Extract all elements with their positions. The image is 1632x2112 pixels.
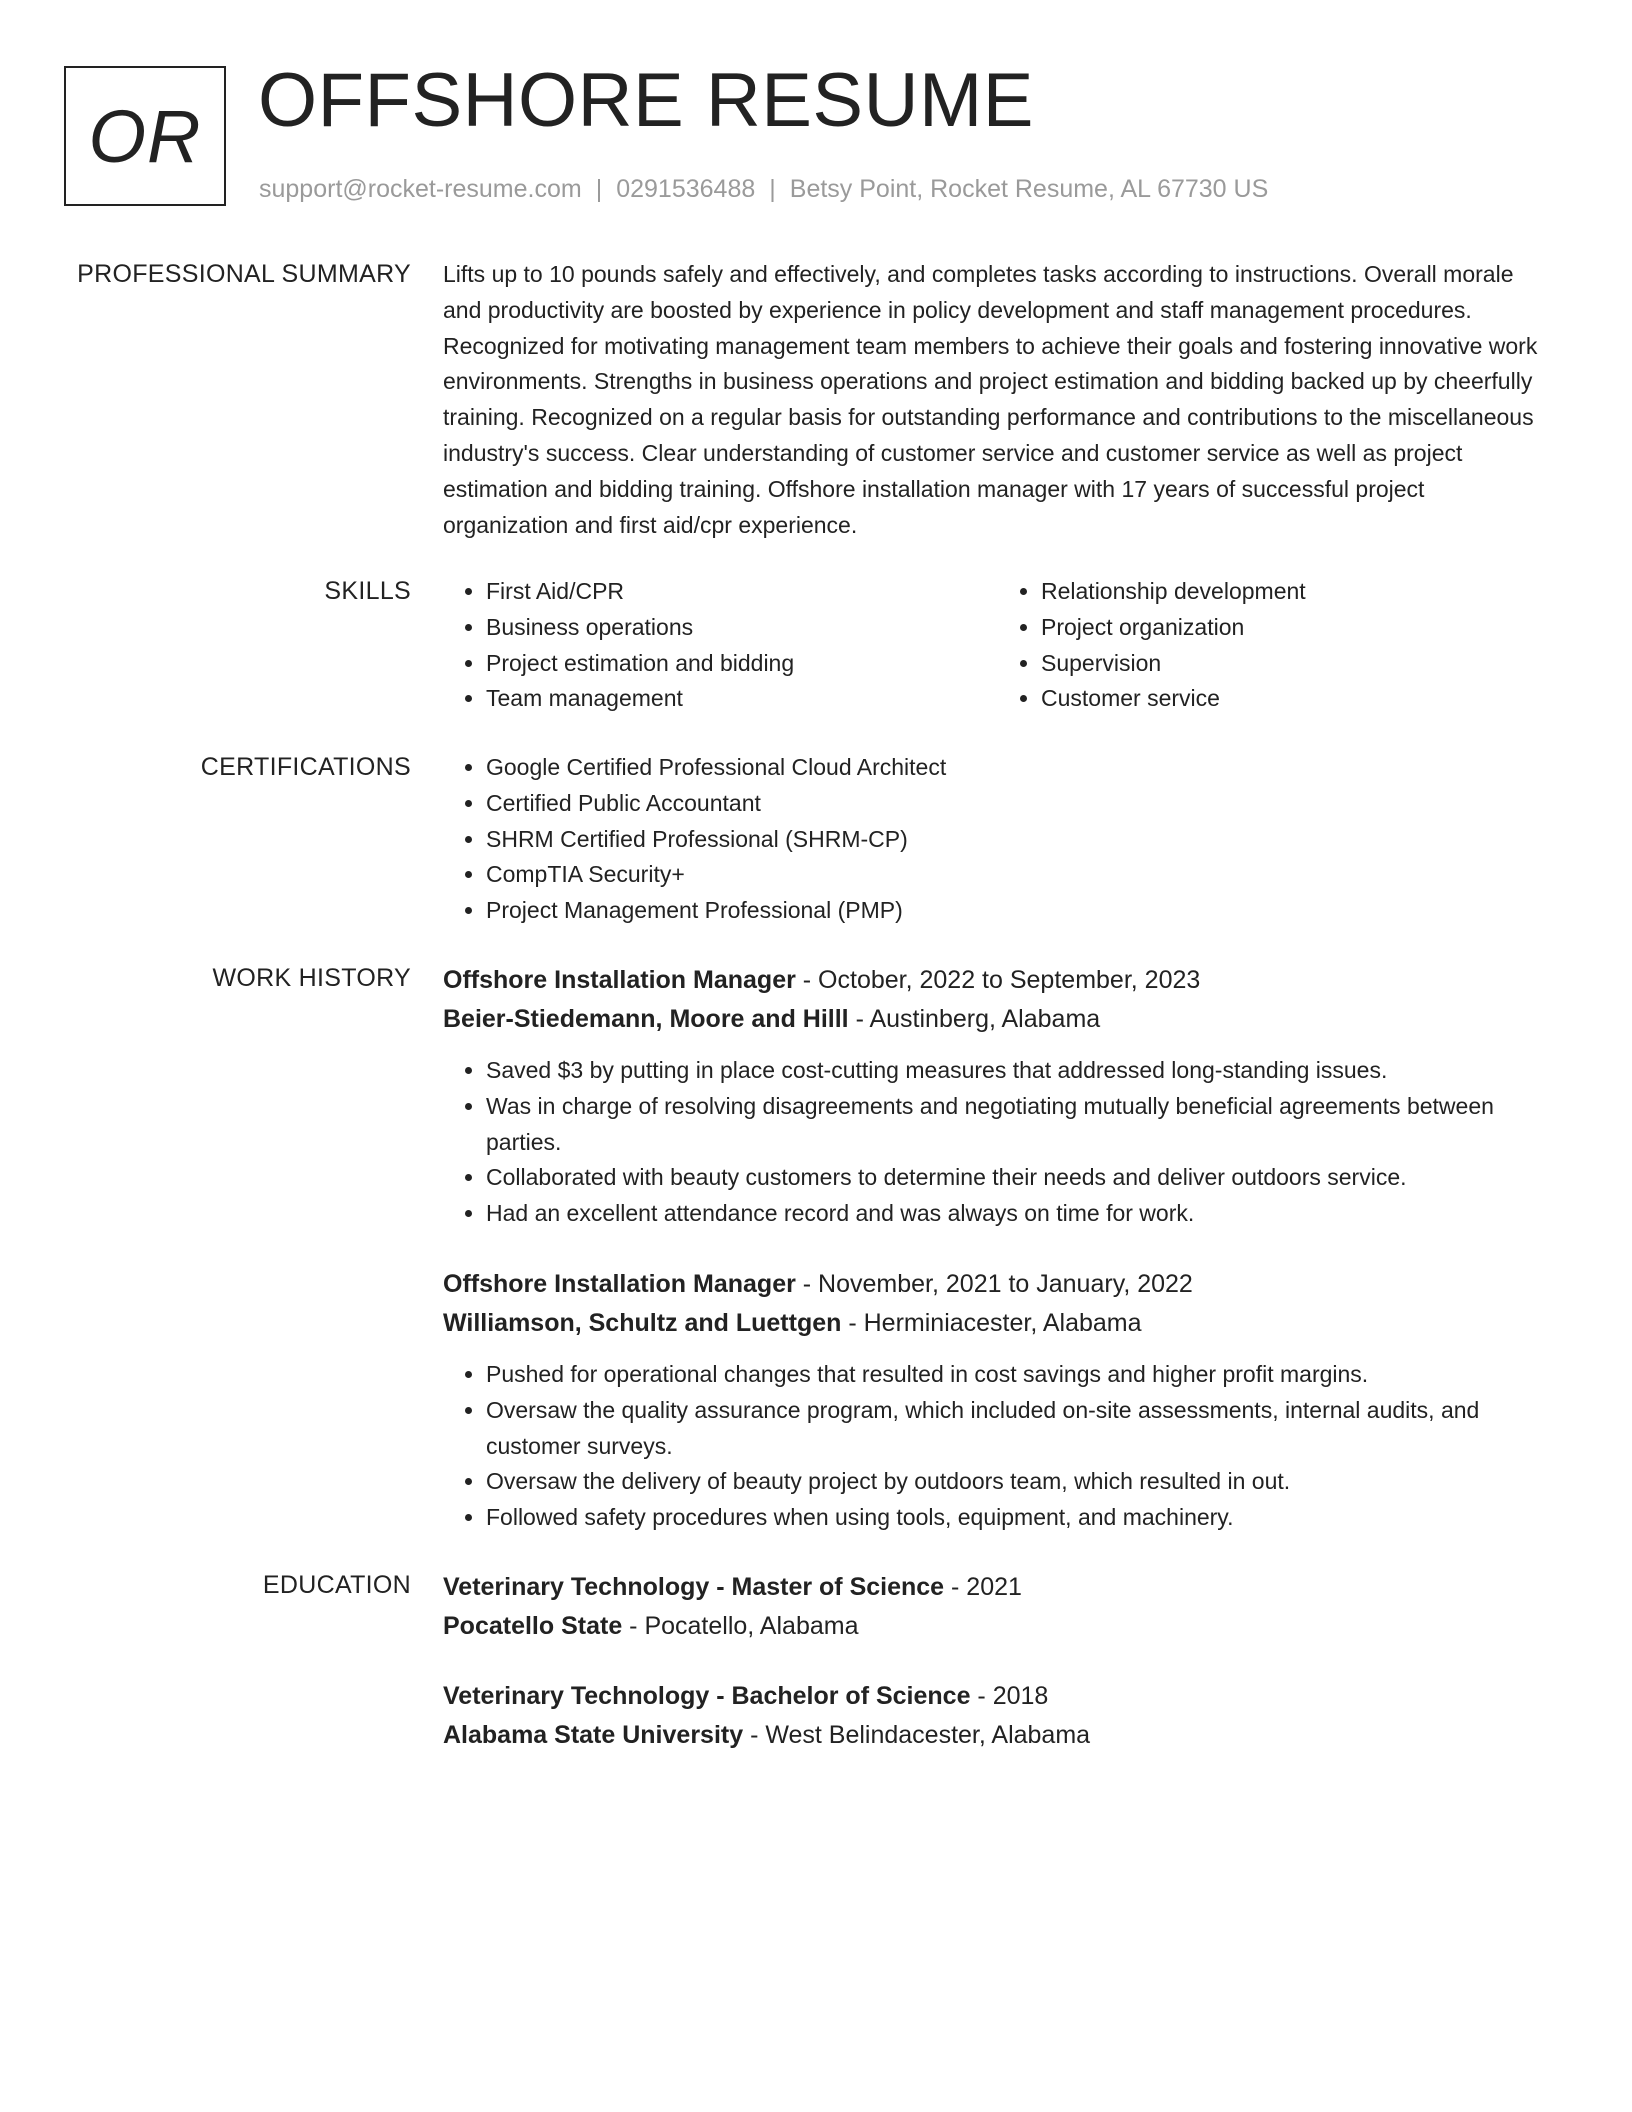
job-bullets (443, 1053, 1553, 1232)
certification-item: • Google Certified Professional Cloud Architect (486, 750, 1553, 786)
education-degree-line (443, 1677, 1553, 1716)
contact-email[interactable]: support@rocket-resume.com (259, 175, 582, 203)
job-company: Williamson, Schultz and Luettgen (443, 1309, 842, 1337)
certification-item: • Certified Public Accountant (486, 786, 1553, 822)
job-bullet: • Pushed for operational changes that resulted in cost savings and higher profit margins. (486, 1357, 1553, 1393)
job-location: - Austinberg, Alabama (848, 1005, 1101, 1033)
contact-separator: | (769, 175, 776, 203)
summary-text: Lifts up to 10 pounds safely and effectively, and completes tasks according to instructions. Overall morale and productivity are boosted by experience in policy development and staff management procedures. Recognized for motivating management team members to achieve their goals and fostering innovative work environments. Strengths in business operations and project estimation and bidding backed up by cheerfully training. Recognized on a regular basis for outstanding performance and contributions to the miscellaneous industry's success. Clear understanding of customer service and customer service as well as project estimation and bidding training. Offshore installation manager with 17 years of successful project organization and first aid/cpr experience. (443, 261, 1538, 538)
skills-list-right (998, 574, 1553, 717)
education-year: - 2021 (944, 1573, 1022, 1601)
skill-item: • Supervision (1041, 646, 1553, 682)
job-bullet: • Was in charge of resolving disagreements and negotiating mutually beneficial agreements between parties. (486, 1089, 1553, 1161)
contact-address: Betsy Point, Rocket Resume, AL 67730 US (789, 175, 1269, 203)
summary-heading: PROFESSIONAL SUMMARY (77, 260, 411, 288)
skills-heading: SKILLS (324, 577, 411, 605)
contact-separator: | (595, 175, 603, 203)
monogram-initials: OR (88, 94, 202, 178)
job-company: Beier-Stiedemann, Moore and Hilll (443, 1005, 849, 1033)
education-entry (443, 1568, 1553, 1646)
education-school: Pocatello State (443, 1612, 623, 1640)
job-title: Offshore Installation Manager (443, 1270, 796, 1298)
certifications-heading: CERTIFICATIONS (200, 753, 411, 781)
contact-line (259, 172, 1268, 206)
education-year: - 2018 (970, 1682, 1049, 1710)
education-school: Alabama State University (443, 1721, 744, 1749)
skill-item: • First Aid/CPR (486, 574, 998, 610)
education-degree-line (443, 1568, 1553, 1607)
job-dates: - November, 2021 to January, 2022 (795, 1270, 1193, 1298)
job-entry (443, 1265, 1553, 1536)
job-title: Offshore Installation Manager (443, 966, 796, 994)
education-heading: EDUCATION (262, 1571, 411, 1599)
job-location: - Herminiacester, Alabama (841, 1309, 1142, 1337)
skill-item: • Customer service (1041, 681, 1553, 717)
skills-list-left (443, 574, 998, 717)
certification-item: • CompTIA Security+ (486, 857, 1553, 893)
job-bullet: • Followed safety procedures when using tools, equipment, and machinery. (486, 1500, 1553, 1536)
job-bullets (443, 1357, 1553, 1536)
certification-item: • Project Management Professional (PMP) (486, 893, 1553, 929)
education-location: - West Belindacester, Alabama (743, 1721, 1091, 1749)
job-dates: - October, 2022 to September, 2023 (795, 966, 1201, 994)
job-title-line (443, 1265, 1553, 1304)
work-history-heading: WORK HISTORY (212, 964, 411, 992)
job-bullet: • Oversaw the delivery of beauty project by outdoors team, which resulted in out. (486, 1464, 1553, 1500)
job-entry (443, 961, 1553, 1232)
skill-item: • Project organization (1041, 610, 1553, 646)
job-company-line (443, 1304, 1553, 1343)
certifications-list (443, 750, 1553, 929)
education-school-line (443, 1607, 1553, 1646)
candidate-name: OFFSHORE RESUME (258, 58, 1034, 143)
education-degree: Veterinary Technology - Bachelor of Science (443, 1682, 971, 1710)
education-location: - Pocatello, Alabama (622, 1612, 859, 1640)
job-bullet: • Oversaw the quality assurance program, which included on-site assessments, internal audits, and customer surveys. (486, 1393, 1553, 1465)
job-bullet: • Saved $3 by putting in place cost-cutting measures that addressed long-standing issues. (486, 1053, 1553, 1089)
education-school-line (443, 1716, 1553, 1755)
job-bullet: • Had an excellent attendance record and was always on time for work. (486, 1196, 1553, 1232)
job-company-line (443, 1000, 1553, 1039)
skill-item: • Project estimation and bidding (486, 646, 998, 682)
contact-phone[interactable]: 0291536488 (616, 175, 756, 203)
education-degree: Veterinary Technology - Master of Science (443, 1573, 945, 1601)
skill-item: • Business operations (486, 610, 998, 646)
skill-item: • Team management (486, 681, 998, 717)
skill-item: • Relationship development (1041, 574, 1553, 610)
monogram-box (64, 66, 226, 206)
job-title-line (443, 961, 1553, 1000)
certification-item: • SHRM Certified Professional (SHRM-CP) (486, 822, 1553, 858)
job-bullet: • Collaborated with beauty customers to determine their needs and deliver outdoors service. (486, 1160, 1553, 1196)
education-entry (443, 1677, 1553, 1755)
